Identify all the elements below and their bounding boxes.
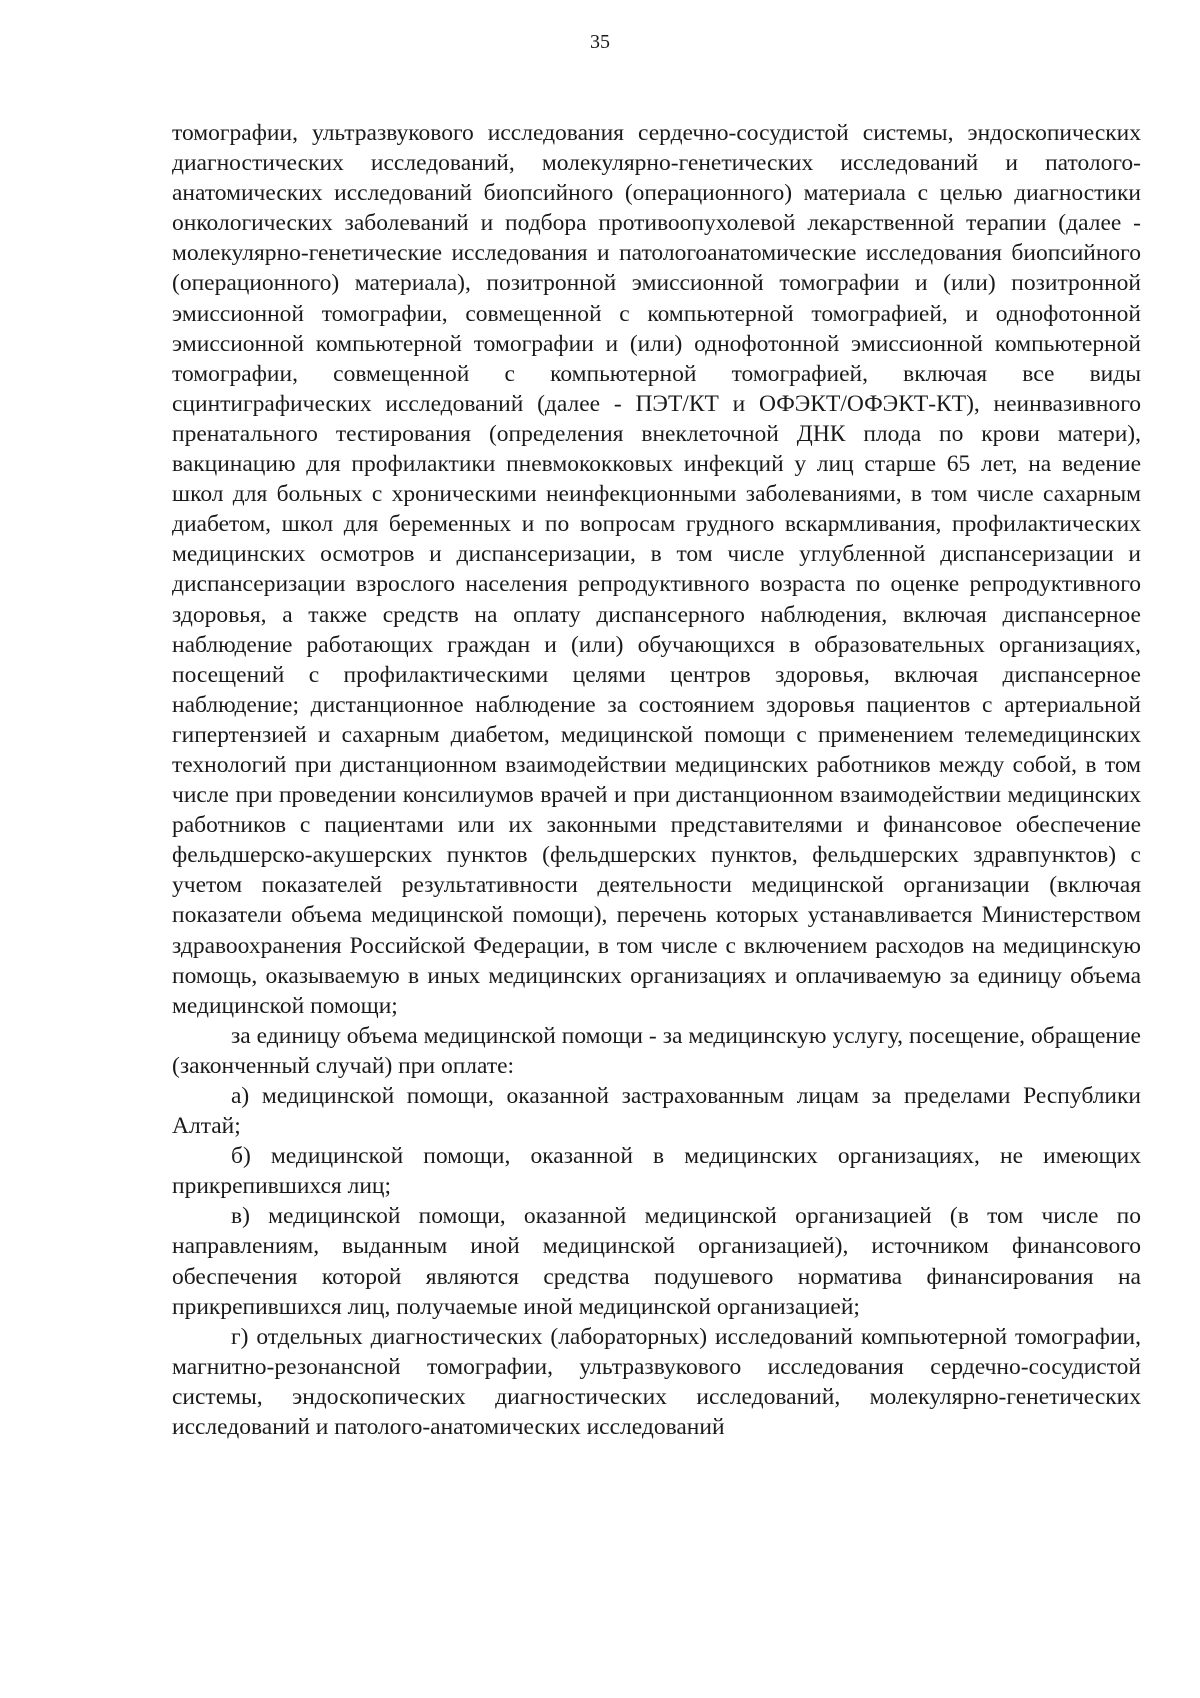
list-item-a: а) медицинской помощи, оказанной застрахованным лицам за пределами Республики Алтай; bbox=[172, 1083, 1141, 1140]
list-item-b: б) медицинской помощи, оказанной в медицинских организациях, не имеющих прикрепившихся лиц; bbox=[172, 1143, 1141, 1200]
paragraph-unit-of-volume: за единицу объема медицинской помощи - за медицинскую услугу, посещение, обращение (законченный случай) при оплате: bbox=[172, 1022, 1141, 1079]
page-number: 35 bbox=[590, 31, 610, 53]
document-body bbox=[172, 118, 1141, 1442]
paragraph-continuation: томографии, ультразвукового исследования сердечно-сосудистой системы, эндоскопических диагностических исследований, молекулярно-генетических исследований и патолого-анатомических исследований биопсийного (операционного) материала с целью диагностики онкологических заболеваний и подбора противоопухолевой лекарственной терапии (далее - молекулярно-генетические исследования и патологоанатомические исследования биопсийного (операционного) материала), позитронной эмиссионной томографии и (или) позитронной эмиссионной томографии, совмещенной с компьютерной томографией, и однофотонной эмиссионной компьютерной томографии и (или) однофотонной эмиссионной компьютерной томографии, совмещенной с компьютерной томографией, включая все виды сцинтиграфических исследований (далее - ПЭТ/КТ и ОФЭКТ/ОФЭКТ-КТ), неинвазивного пренатального тестирования (определения внеклеточной ДНК плода по крови матери), вакцинацию для профилактики пневмококковых инфекций у лиц старше 65 лет, на ведение школ для больных с хроническими неинфекционными заболеваниями, в том числе сахарным диабетом, школ для беременных и по вопросам грудного вскармливания, профилактических медицинских осмотров и диспансеризации, в том числе углубленной диспансеризации и диспансеризации взрослого населения репродуктивного возраста по оценке репродуктивного здоровья, а также средств на оплату диспансерного наблюдения, включая диспансерное наблюдение работающих граждан и (или) обучающихся в образовательных организациях, посещений с профилактическими целями центров здоровья, включая диспансерное наблюдение; дистанционное наблюдение за состоянием здоровья пациентов с артериальной гипертензией и сахарным диабетом, медицинской помощи с применением телемедицинских технологий при дистанционном взаимодействии медицинских работников между собой, в том числе при проведении консилиумов врачей и при дистанционном взаимодействии медицинских работников с пациентами или их законными представителями и финансовое обеспечение фельдшерско-акушерских пунктов (фельдшерских пунктов, фельдшерских здравпунктов) с учетом показателей результативности деятельности медицинской организации (включая показатели объема медицинской помощи), перечень которых устанавливается Министерством здравоохранения Российской Федерации, в том числе с включением расходов на медицинскую помощь, оказываемую в иных медицинских организациях и оплачиваемую за единицу объема медицинской помощи; bbox=[172, 120, 1141, 1019]
list-item-v: в) медицинской помощи, оказанной медицинской организацией (в том числе по направлениям, выданным иной медицинской организацией), источником финансового обеспечения которой являются средства подушевого норматива финансирования на прикрепившихся лиц, получаемые иной медицинской организацией; bbox=[172, 1203, 1141, 1320]
list-item-g: г) отдельных диагностических (лабораторных) исследований компьютерной томографии, магнитно-резонансной томографии, ультразвукового исследования сердечно-сосудистой системы, эндоскопических диагностических исследований, молекулярно-генетических исследований и патолого-анатомических исследований bbox=[172, 1323, 1141, 1441]
